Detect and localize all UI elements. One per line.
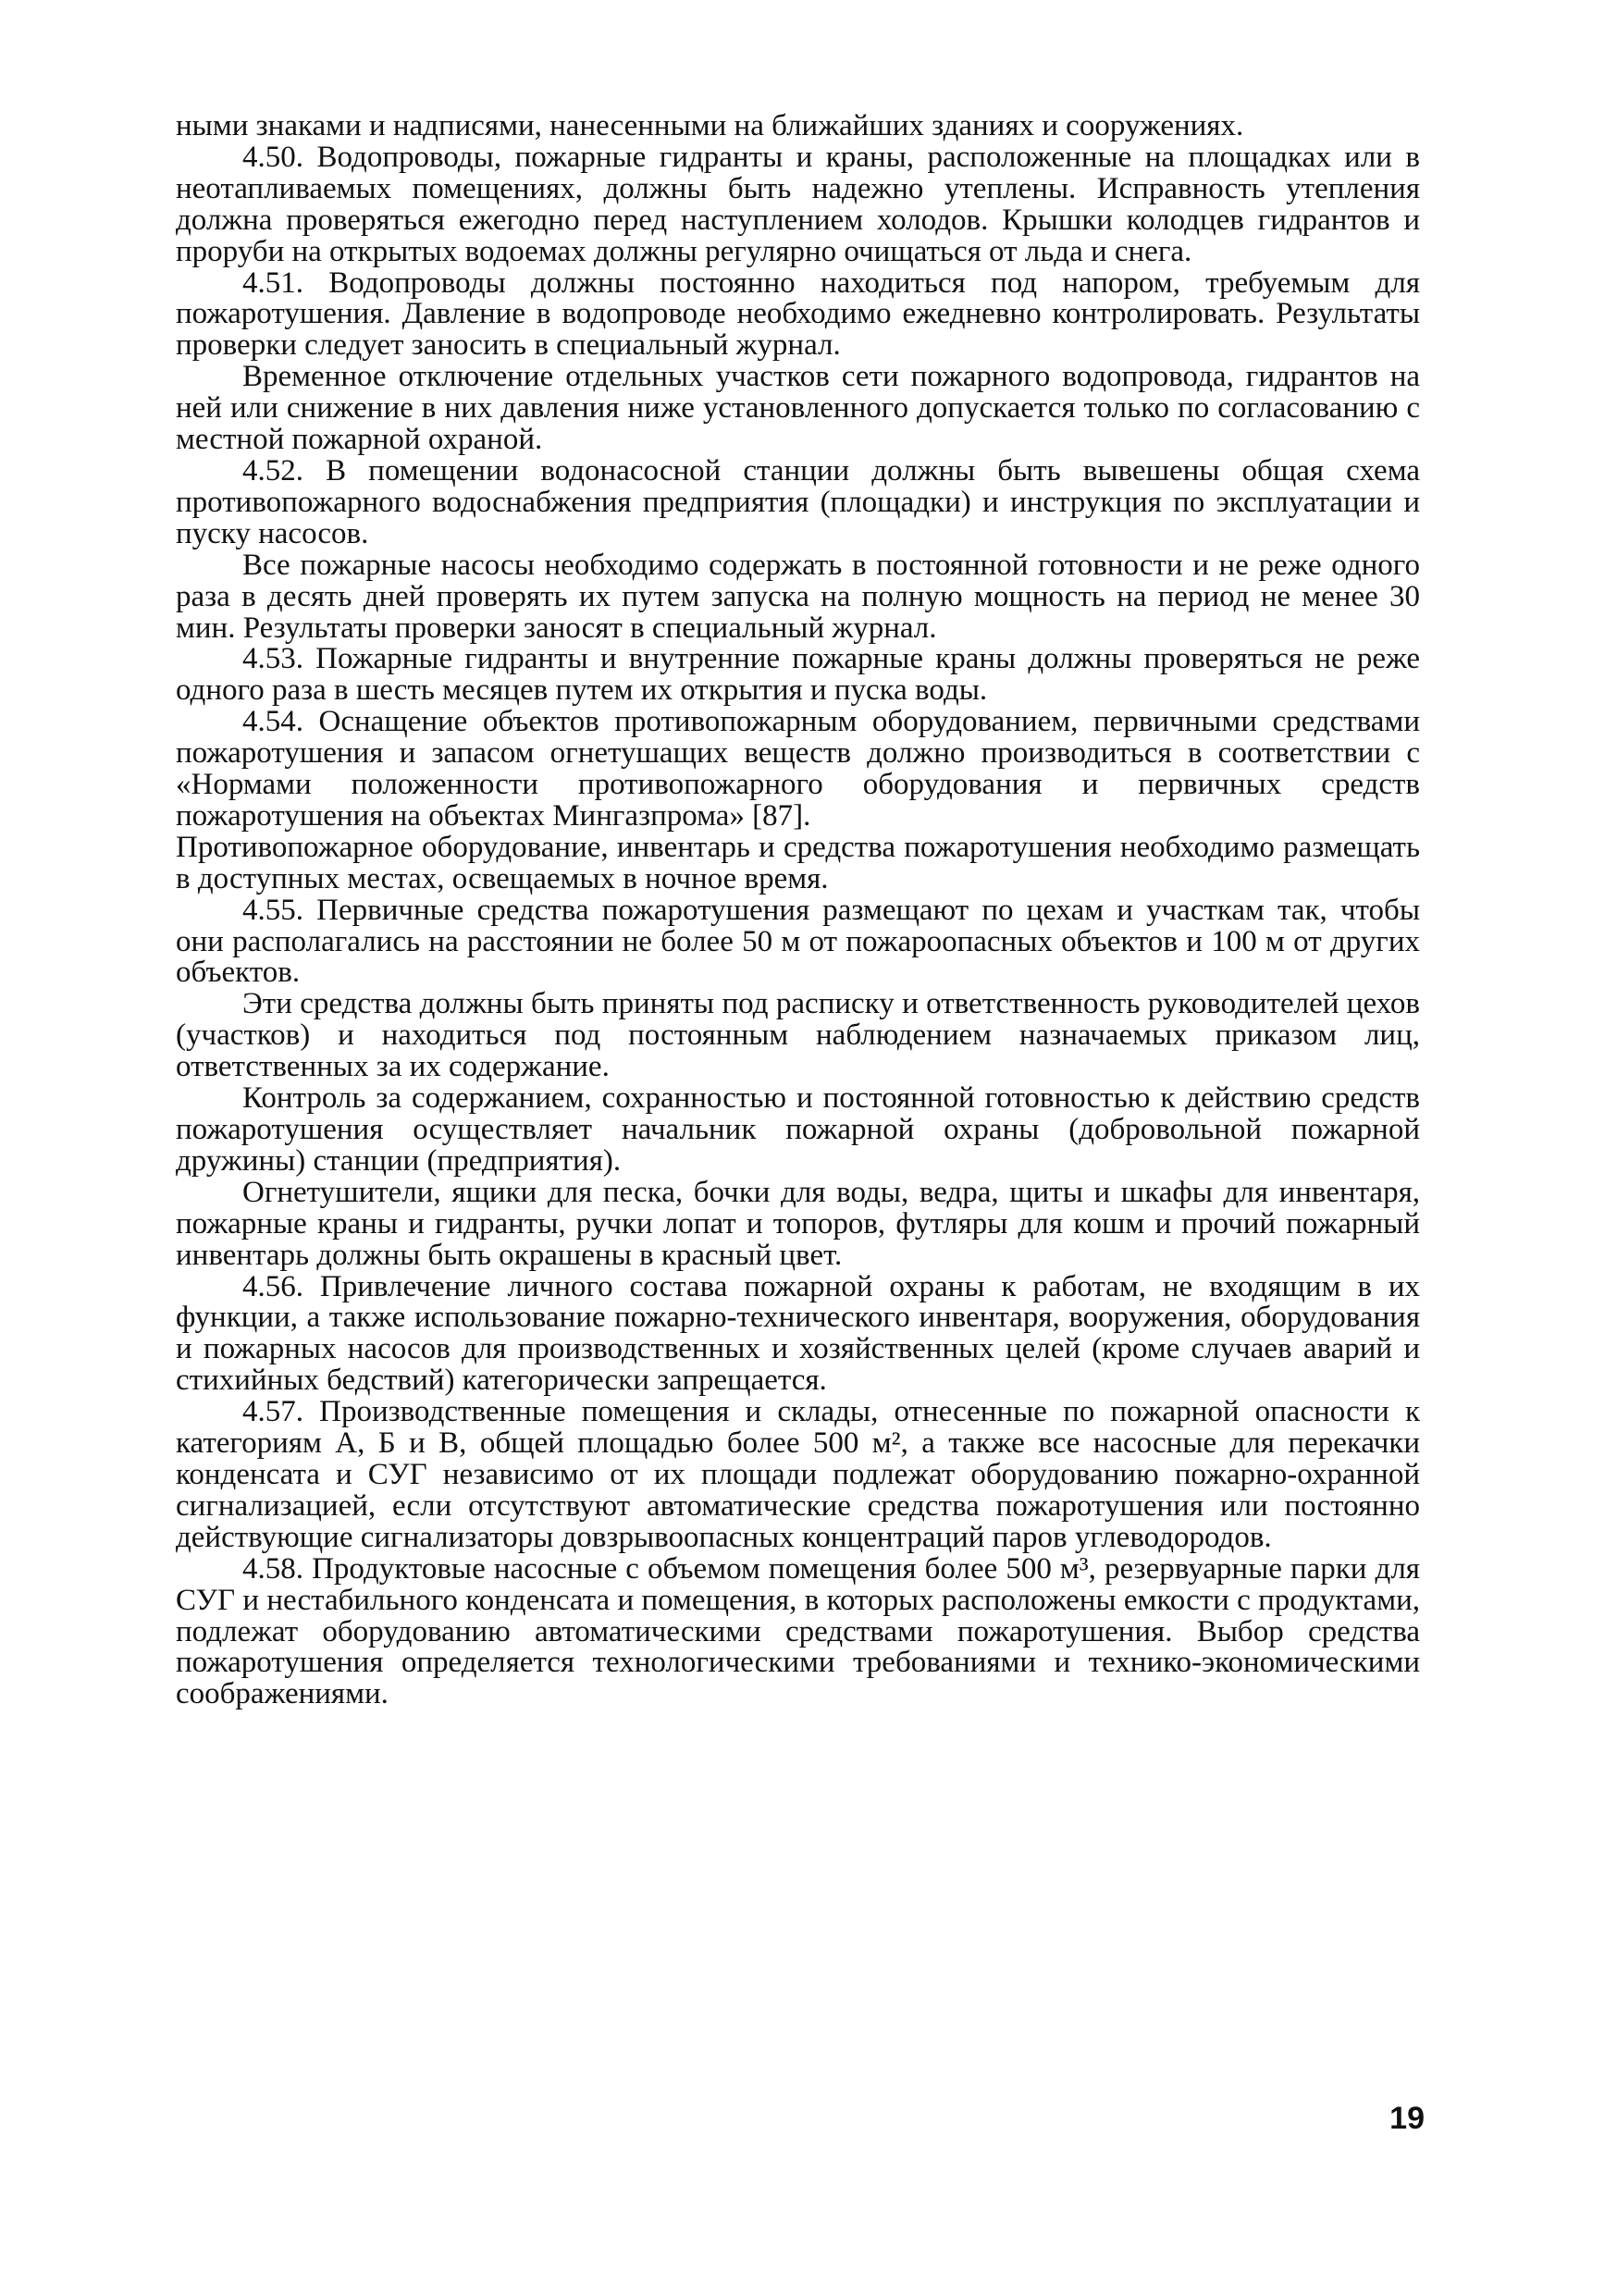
paragraph-4-55-b: Эти средства должны быть приняты под расписку и ответственность руководителей цехов (участков) и находиться под постоянным наблюдением назначаемых приказом лиц, ответственных за их содержание.: [176, 987, 1420, 1084]
paragraph-4-57: 4.57. Производственные помещения и склады, отнесенные по пожарной опасности к категориям А, Б и В, общей площадью более 500 м², а также все насосные для перекачки конденсата и СУГ независимо от их площади подлежат оборудованию пожарно-охранной сигнализацией, если отсутствуют автоматические средства пожаротушения или постоянно действующие сигнализаторы довзрывоопасных концентраций паров углеводородов.: [176, 1395, 1420, 1554]
paragraph-4-55: 4.55. Первичные средства пожаротушения размещают по цехам и участкам так, чтобы они располагались на расстоянии не более 50 м от пожароопасных объектов и 100 м от других объектов.: [176, 893, 1420, 990]
paragraph-4-54: 4.54. Оснащение объектов противопожарным оборудованием, первичными средствами пожаротушения и запасом огнетушащих веществ должно производиться в соответствии с «Нормами положенности противопожарного оборудования и первичных средств пожаротушения на объектах Мингазпрома» [87].: [176, 705, 1420, 833]
paragraph-4-54-b: Противопожарное оборудование, инвентарь и средства пожаротушения необходимо размещать в доступных местах, освещаемых в ночное время.: [176, 830, 1420, 895]
page-number: 19: [1389, 2101, 1425, 2136]
paragraph-4-51: 4.51. Водопроводы должны постоянно находиться под напором, требуемым для пожаротушения. Давление в водопроводе необходимо ежедневно контролировать. Результаты проверки следует заносить в специальный журнал.: [176, 265, 1420, 363]
paragraph-4-51-b: Временное отключение отдельных участков сети пожарного водопровода, гидрантов на ней или снижение в них давления ниже установленного допускается только по согласованию с местной пожарной охраной.: [176, 360, 1420, 457]
paragraph-intro-continuation: ными знаками и надписями, нанесенными на ближайших зданиях и сооружениях.: [176, 109, 1244, 142]
paragraph-4-55-c: Контроль за содержанием, сохранностью и постоянной готовностью к действию средств пожаротушения осуществляет начальник пожарной охраны (добровольной пожарной дружины) станции (предприятия).: [176, 1081, 1420, 1178]
paragraph-4-52: 4.52. В помещении водонасосной станции должны быть вывешены общая схема противопожарного водоснабжения предприятия (площадки) и инструкция по эксплуатации и пуску насосов.: [176, 453, 1420, 550]
paragraph-4-53: 4.53. Пожарные гидранты и внутренние пожарные краны должны проверяться не реже одного раза в шесть месяцев путем их открытия и пуска воды.: [176, 642, 1420, 708]
paragraph-4-50: 4.50. Водопроводы, пожарные гидранты и краны, расположенные на площадках или в неотапливаемых помещениях, должны быть надежно утеплены. Исправность утепления должна проверяться ежегодно перед наступлением холодов. Крышки колодцев гидрантов и проруби на открытых водоемах должны регулярно очищаться от льда и снега.: [176, 140, 1420, 268]
paragraph-4-58: 4.58. Продуктовые насосные с объемом помещения более 500 м³, резервуарные парки для СУГ и нестабильного конденсата и помещения, в которых расположены емкости с продуктами, подлежат оборудованию автоматическими средствами пожаротушения. Выбор средства пожаротушения определяется технологическими требованиями и технико-экономическими соображениями.: [176, 1551, 1420, 1711]
body-text: [176, 111, 1420, 1710]
paragraph-4-55-d: Огнетушители, ящики для песка, бочки для воды, ведра, щиты и шкафы для инвентаря, пожарные краны и гидранты, ручки лопат и топоров, футляры для кошм и прочий пожарный инвентарь должны быть окрашены в красный цвет.: [176, 1175, 1420, 1272]
paragraph-4-52-b: Все пожарные насосы необходимо содержать в постоянной готовности и не реже одного раза в десять дней проверять их путем запуска на полную мощность на период не менее 30 мин. Результаты проверки заносят в специальный журнал.: [176, 548, 1420, 645]
paragraph-4-56: 4.56. Привлечение личного состава пожарной охраны к работам, не входящим в их функции, а также использование пожарно-технического инвентаря, вооружения, оборудования и пожарных насосов для производственных и хозяйственных целей (кроме случаев аварий и стихийных бедствий) категорически запрещается.: [176, 1269, 1420, 1398]
